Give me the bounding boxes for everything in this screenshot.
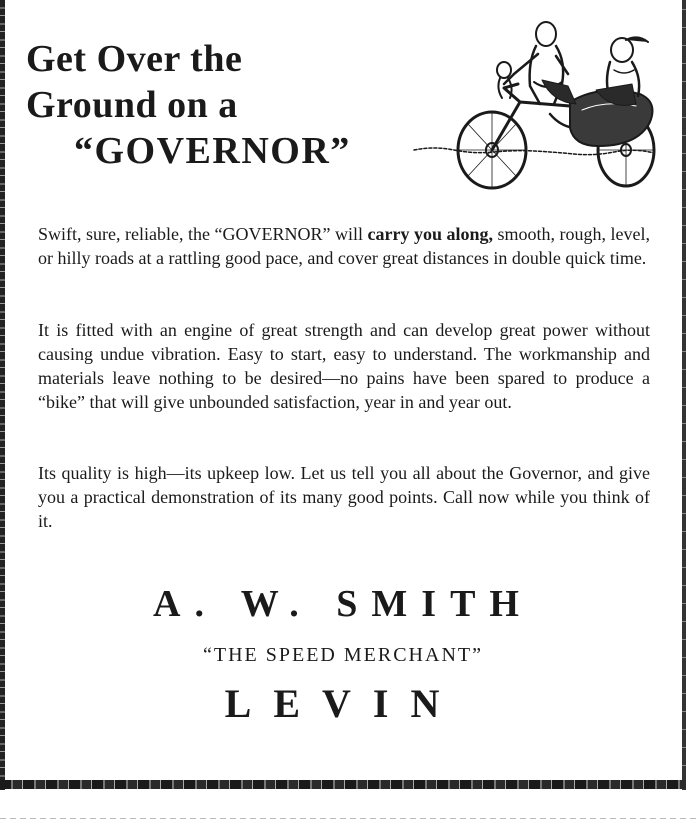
headline-line-1: Get Over the <box>26 38 243 80</box>
right-border-rule <box>682 0 686 790</box>
paragraph-1-lead: Swift, sure, reliable, the “GOVERNOR” will <box>38 224 363 244</box>
paragraph-2: It is fitted with an engine of great strength and can develop great power without causing undue vibration. Easy to start, easy to understand. The workmanship and materials leave nothing to be desired—no pains have been spared to produce a “bike” that will give unbounded satisfaction, year in and year out. <box>38 320 650 412</box>
paragraph-1-rest: smooth, rough, level, or hilly roads at a rattling good pace, and cover great distances in double quick time. <box>38 224 651 268</box>
paragraph-3: Its quality is high—its upkeep low. Let us tell you all about the Governor, and give you a practical demonstration of its many good points. Call now while you think of it. <box>38 463 650 531</box>
advertiser-name: A. W. SMITH <box>153 583 533 625</box>
advertiser-tagline: “THE SPEED MERCHANT” <box>203 644 483 666</box>
page-fold-line <box>0 818 700 819</box>
headline-line-2: Ground on a <box>26 84 238 126</box>
advertiser-town: LEVIN <box>224 681 462 726</box>
paragraph-1 <box>38 222 650 270</box>
headline-line-3: “GOVERNOR” <box>74 130 351 172</box>
bottom-border-rule <box>0 780 686 789</box>
paragraph-1-emphasis: carry you along, <box>367 224 493 244</box>
headline <box>26 36 351 174</box>
motorcycle-sidecar-illustration <box>400 10 668 196</box>
left-border-rule <box>0 0 5 790</box>
